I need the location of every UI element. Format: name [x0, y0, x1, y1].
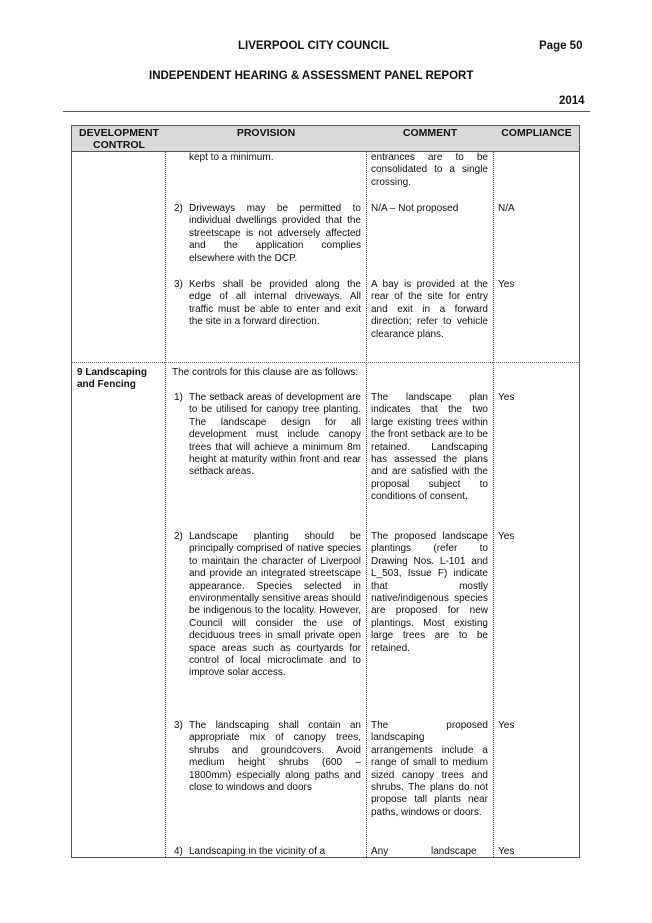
- item-number: 4): [174, 846, 183, 857]
- column-header-provision: PROVISION: [236, 127, 296, 139]
- row-divider: [72, 362, 579, 363]
- item-number: 1): [174, 392, 183, 403]
- comment-cell: The proposed landscaping arrangements include a range of small to medium sized canopy trees and shrubs. The plans do not propose tall plants near paths, windows or doors.: [371, 720, 488, 818]
- compliance-cell: Yes: [498, 279, 515, 290]
- comment-cell: N/A – Not proposed: [371, 203, 459, 214]
- header-rule: [63, 111, 590, 112]
- compliance-cell: Yes: [498, 531, 515, 542]
- development-control-cell: 9 Landscaping and Fencing: [77, 367, 148, 391]
- column-header-control: DEVELOPMENT CONTROL: [79, 127, 159, 151]
- item-number: 2): [174, 531, 183, 542]
- comment-cell: The landscape plan indicates that the two large existing trees within the front setback are to be retained. Landscaping has assessed the plans and are satisfied with the proposal subject to conditions of consent.: [371, 392, 488, 503]
- column-divider: [366, 126, 367, 857]
- compliance-cell: Yes: [498, 720, 515, 731]
- report-title: INDEPENDENT HEARING & ASSESSMENT PANEL REPORT: [149, 70, 474, 82]
- council-name: LIVERPOOL CITY COUNCIL: [238, 40, 390, 52]
- comment-cell: entrances are to be consolidated to a single crossing.: [371, 152, 488, 188]
- item-number: 3): [174, 720, 183, 731]
- item-number: 2): [174, 203, 183, 214]
- compliance-cell: Yes: [498, 846, 515, 857]
- column-header-compliance: COMPLIANCE: [501, 127, 572, 139]
- item-number: 3): [174, 279, 183, 290]
- comment-cell: A bay is provided at the rear of the site for entry and exit in a forward direction; refer to vehicle clearance plans.: [371, 279, 488, 340]
- report-year: 2014: [559, 95, 585, 107]
- column-header-comment: COMMENT: [402, 127, 458, 139]
- column-divider: [165, 126, 166, 857]
- provision-text: Landscaping in the vicinity of a: [189, 846, 326, 857]
- page-number: Page 50: [539, 40, 583, 52]
- assessment-table: [71, 125, 580, 858]
- provision-text: Kerbs shall be provided along the edge of all internal driveways. All traffic must be able to enter and exit the site in a forward direction.: [189, 279, 361, 328]
- table-header: [72, 126, 579, 152]
- provision-text: The setback areas of development are to be utilised for canopy tree planting. The landscape design for all development must include canopy trees that will achieve a minimum 8m height at maturity within front and rear setback areas.: [189, 392, 361, 478]
- provision-intro: The controls for this clause are as follows:: [172, 367, 359, 378]
- compliance-cell: Yes: [498, 392, 515, 403]
- compliance-cell: N/A: [498, 203, 515, 214]
- provision-text: Landscape planting should be principally comprised of native species to maintain the character of Liverpool and provide an integrated streetscape appearance. Species selected in environmentally sensitive areas should be indigenous to the locality. However, Council will consider the use of deciduous trees in small private open space areas such as courtyards for control of local microclimate and to improve solar access.: [189, 531, 361, 679]
- provision-cell: kept to a minimum.: [189, 152, 274, 163]
- provision-text: The landscaping shall contain an appropriate mix of canopy trees, shrubs and groundcovers. Avoid medium height shrubs (600 – 1800mm) especially along paths and close to windows and doors: [189, 720, 361, 794]
- provision-text: Driveways may be permitted to individual dwellings provided that the streetscape is not adversely affected and the application complies elsewhere with the DCP.: [189, 203, 361, 264]
- column-divider: [493, 126, 494, 857]
- comment-cell: Any landscape: [371, 846, 477, 857]
- comment-cell: The proposed landscape plantings (refer to Drawing Nos. L-101 and L_503, Issue F) indicate that mostly native/indigenous species are proposed for new plantings. Most existing large trees are to be retained.: [371, 531, 488, 654]
